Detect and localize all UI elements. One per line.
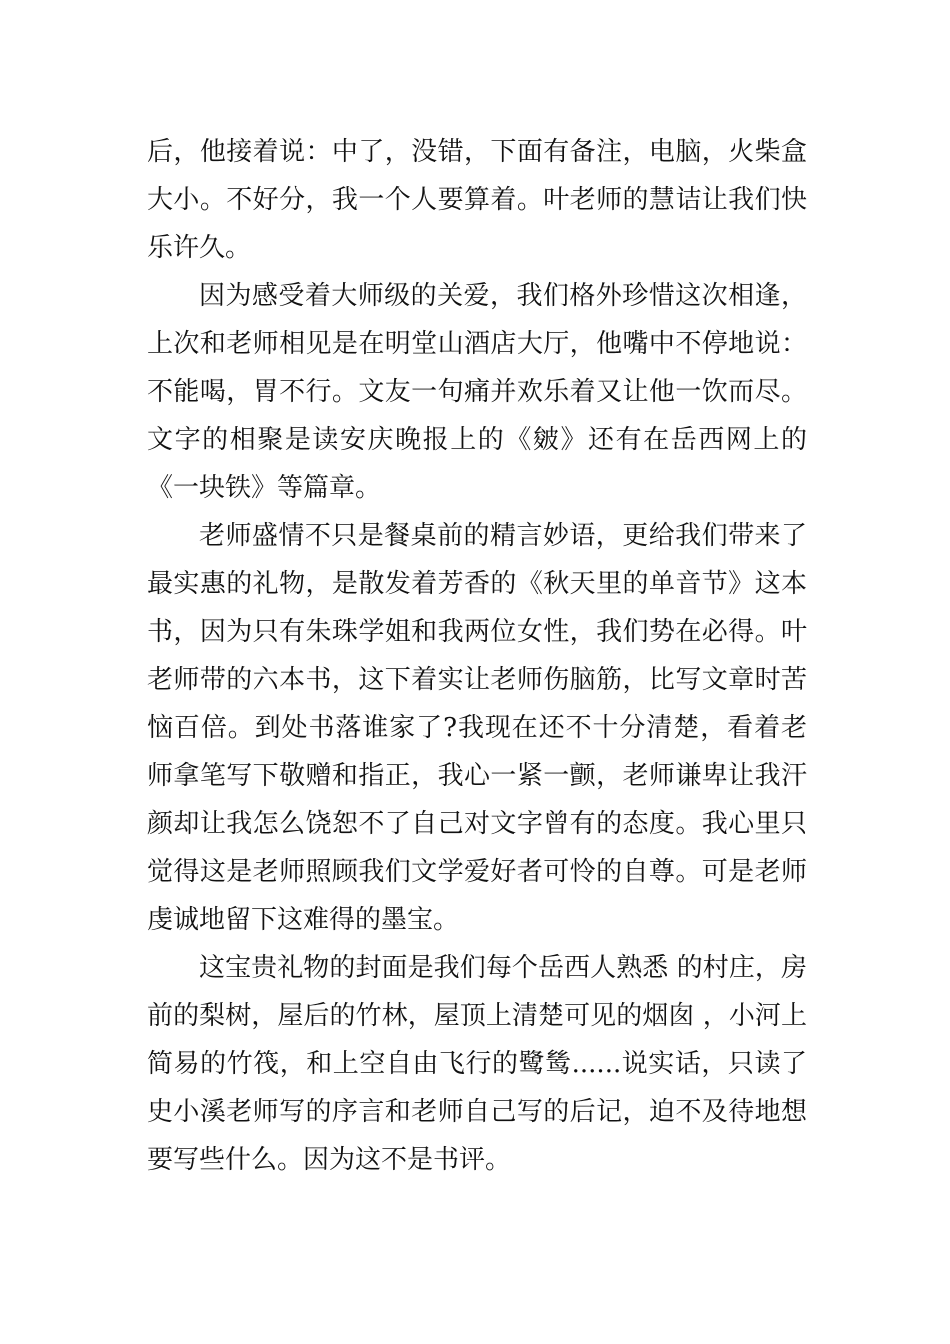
paragraph-reunion: 因为感受着大师级的关爱，我们格外珍惜这次相逢，上次和老师相见是在明堂山酒店大厅，他嘴中不停地说：不能喝，胃不行。文友一句痛并欢乐着又让他一饮而尽。文字的相聚是读安庆晚报上的《皴》还有在岳西网上的《一块铁》等篇章。 [147,281,807,503]
paragraph-continuation: 后，他接着说：中了，没错，下面有备注，电脑，火柴盒大小。不好分，我一个人要算着。叶老师的慧诘让我们快乐许久。 [147,137,807,263]
paragraph-book-cover: 这宝贵礼物的封面是我们每个岳西人熟悉 的村庄，房前的梨树，屋后的竹林，屋顶上清楚可见的烟囱 ，小河上简易的竹筏，和上空自由飞行的鹭鸶......说实话，只读了史小溪老师写的序言和老师自己写的后记，迫不及待地想要写些什么。因为这不是书评。 [147,953,807,1175]
paragraph-gift-book: 老师盛情不只是餐桌前的精言妙语，更给我们带来了最实惠的礼物，是散发着芳香的《秋天里的单音节》这本书，因为只有朱珠学姐和我两位女性，我们势在必得。叶老师带的六本书，这下着实让老师伤脑筋，比写文章时苦恼百倍。到处书落谁家了?我现在还不十分清楚，看着老师拿笔写下敬赠和指正，我心一紧一颤，老师谦卑让我汗颜却让我怎么饶恕不了自己对文字曾有的态度。我心里只觉得这是老师照顾我们文学爱好者可怜的自尊。可是老师虔诚地留下这难得的墨宝。 [147,521,807,935]
document-body [147,128,807,1184]
